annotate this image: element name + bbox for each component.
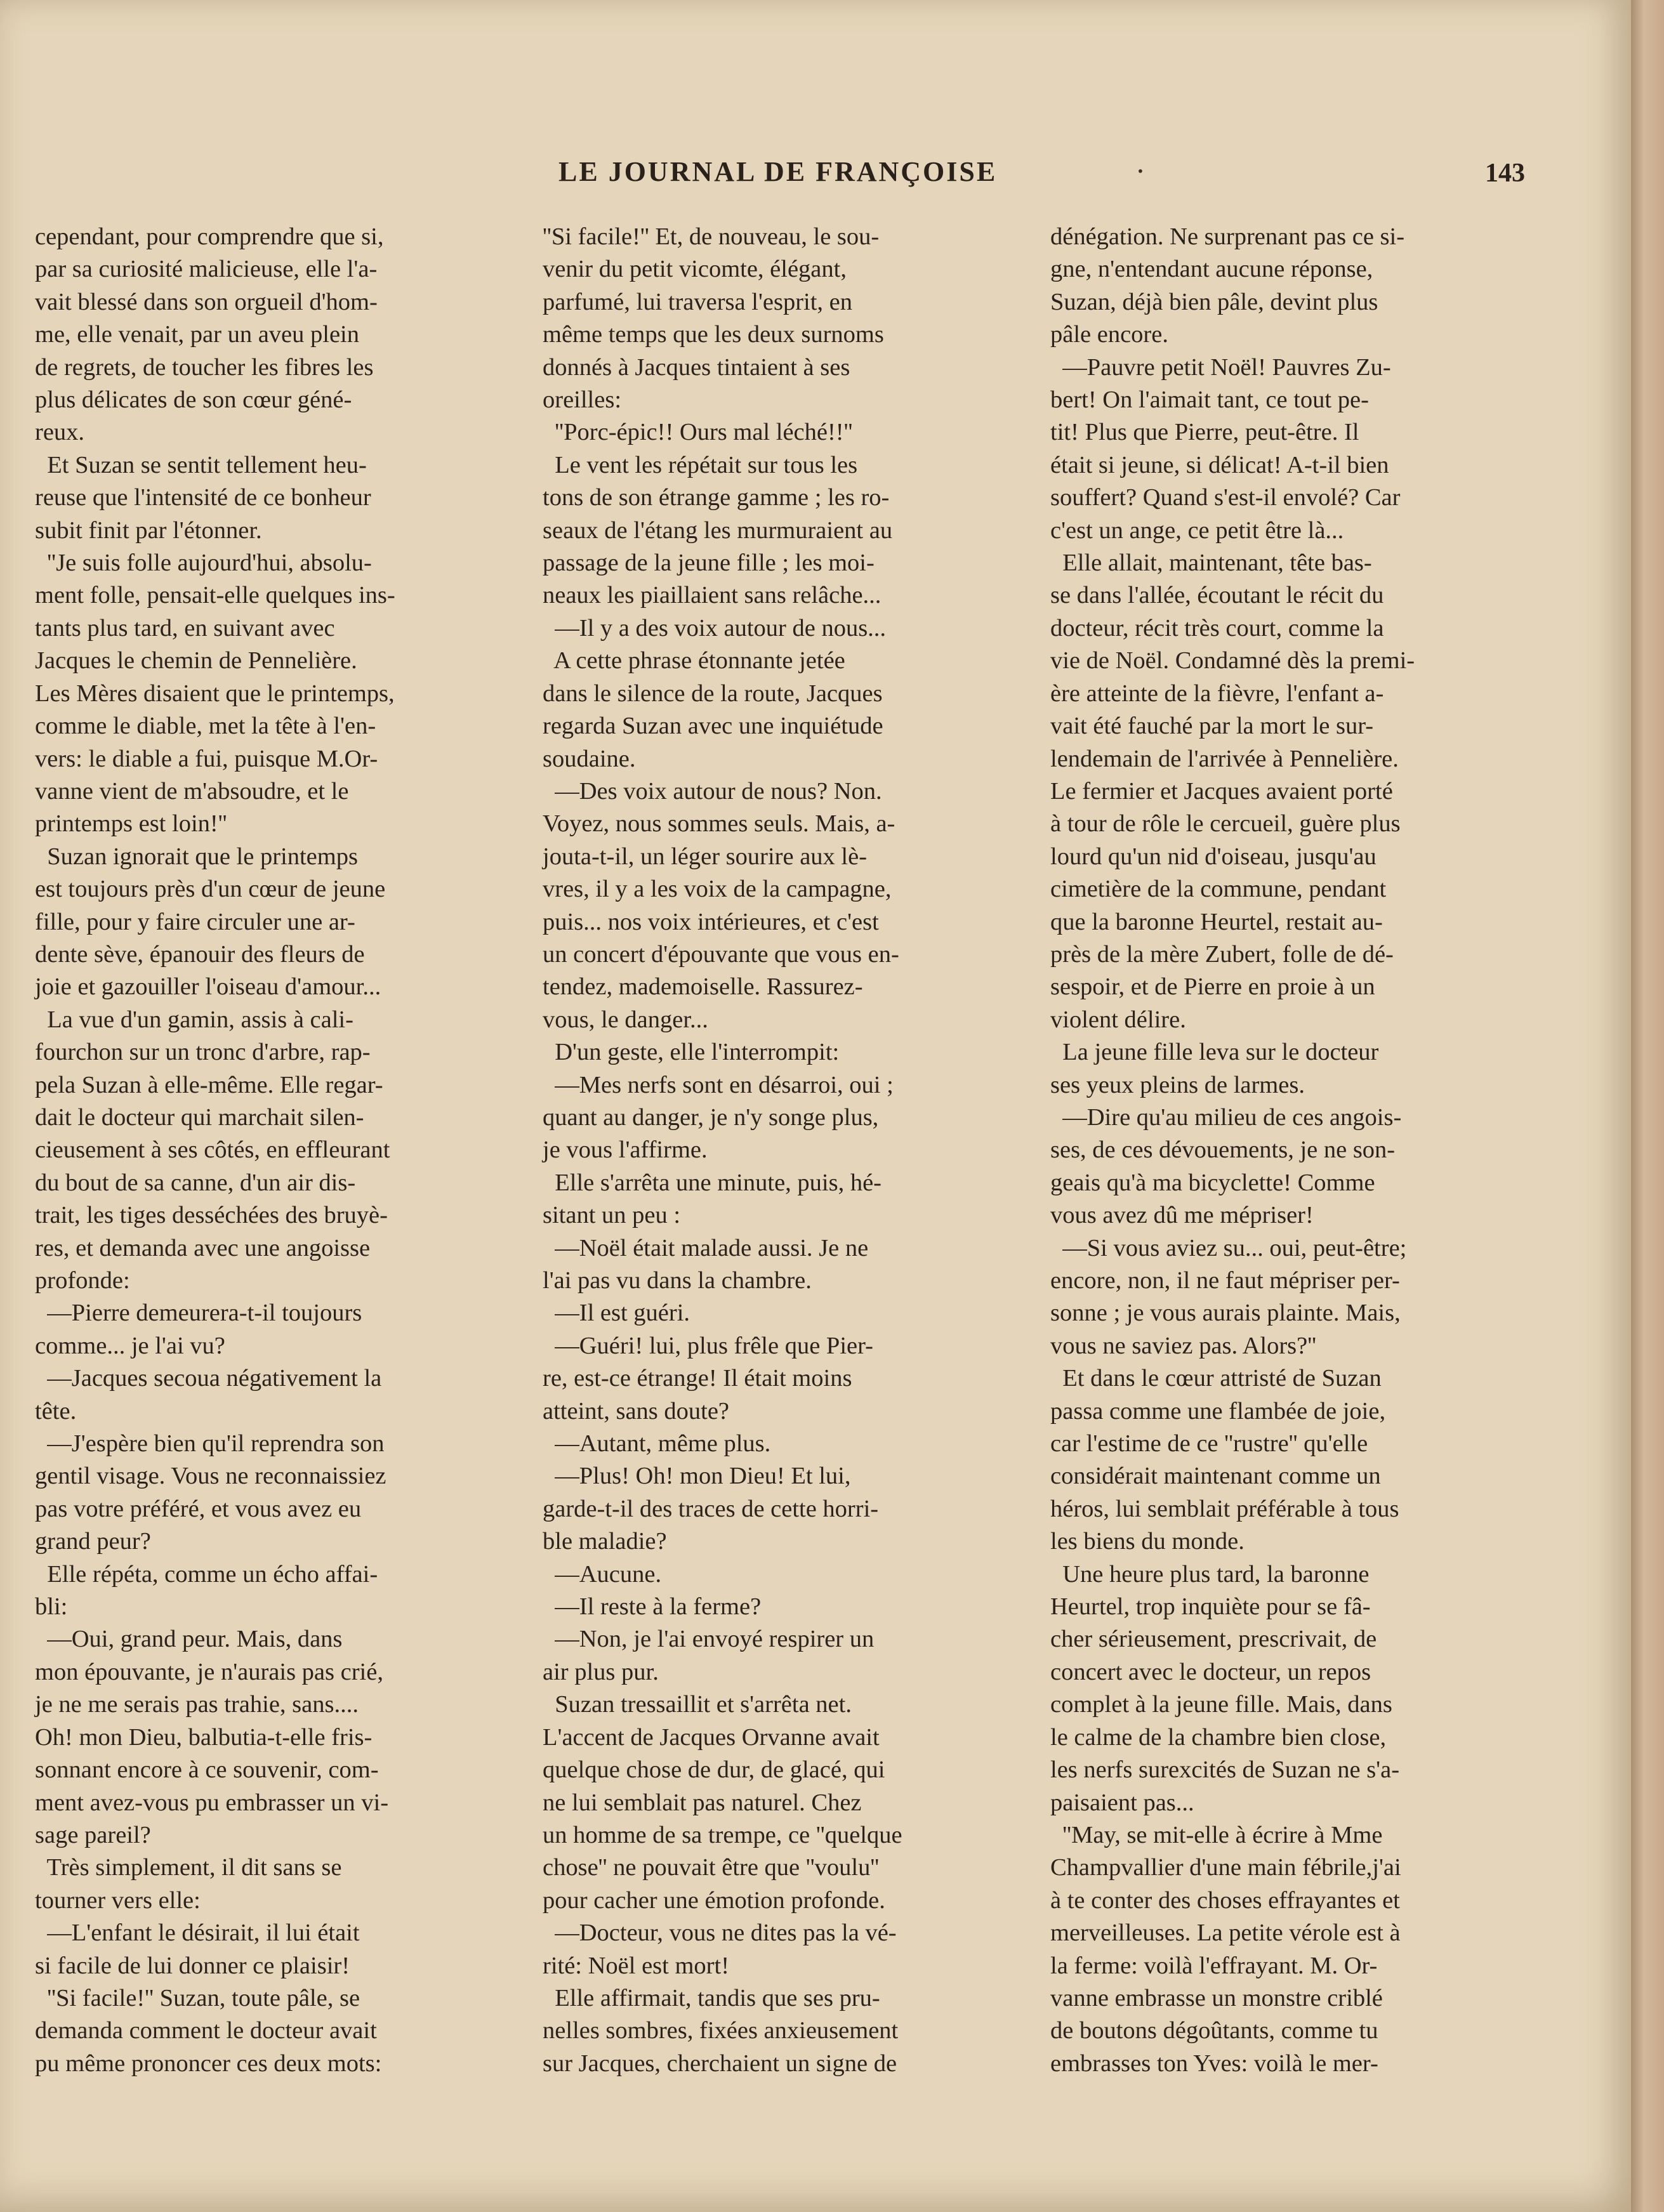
text-line: ment avez-vous pu embrasser un vi- [35,1789,389,1816]
text-line: —Jacques secoua négativement la [35,1365,382,1392]
text-line: —Docteur, vous ne dites pas la vé- [543,1919,897,1947]
text-line: sur Jacques, cherchaient un signe de [543,2050,897,2077]
text-line: pas votre préféré, et vous avez eu [35,1495,362,1522]
text-line: ses yeux pleins de larmes. [1050,1071,1305,1098]
text-line: Elle s'arrêta une minute, puis, hé- [543,1169,882,1196]
text-line: tons de son étrange gamme ; les ro- [543,484,890,511]
text-line: pela Suzan à elle-même. Elle regar- [35,1071,383,1098]
text-line: Et dans le cœur attristé de Suzan [1050,1365,1382,1392]
text-line: Les Mères disaient que le printemps, [35,680,395,707]
text-line: plus délicates de son cœur géné- [35,386,352,414]
text-line: Suzan, déjà bien pâle, devint plus [1050,288,1378,315]
text-line: seaux de l'étang les murmuraient au [543,517,893,544]
text-line: Jacques le chemin de Pennelière. [35,647,357,675]
text-line: Oh! mon Dieu, balbutia-t-elle fris- [35,1723,373,1751]
text-line: —Non, je l'ai envoyé respirer un [543,1626,875,1653]
text-line: —Il reste à la ferme? [543,1593,762,1621]
text-line: dans le silence de la route, Jacques [543,680,883,707]
text-line: si facile de lui donner ce plaisir! [35,1952,350,1979]
text-line: du bout de sa canne, d'un air dis- [35,1169,356,1196]
text-column-3 [1050,221,1552,2080]
text-line: Suzan ignorait que le printemps [35,843,358,870]
text-line: mon épouvante, je n'aurais pas crié, [35,1658,383,1685]
text-line: ''Je suis folle aujourd'hui, absolu- [35,550,372,577]
text-line: ''Si facile!'' Et, de nouveau, le sou- [543,223,880,250]
text-line: je ne me serais pas trahie, sans.... [35,1691,359,1718]
text-line: quant au danger, je n'y songe plus, [543,1103,879,1131]
text-line: fourchon sur un tronc d'arbre, rap- [35,1039,371,1066]
text-line: Heurtel, trop inquiète pour se fâ- [1050,1593,1371,1621]
text-line: subit finit par l'étonner. [35,517,262,544]
text-line: vanne vient de m'absoudre, et le [35,777,349,805]
text-line: concert avec le docteur, un repos [1050,1658,1371,1685]
text-line: —Guéri! lui, plus frêle que Pier- [543,1332,873,1359]
text-line: Et Suzan se sentit tellement heu- [35,451,367,478]
text-line: donnés à Jacques tintaient à ses [543,353,850,381]
text-line: —Aucune. [543,1560,662,1588]
text-line: complet à la jeune fille. Mais, dans [1050,1691,1392,1718]
text-line: La jeune fille leva sur le docteur [1050,1039,1379,1066]
text-line: —Noël était malade aussi. Je ne [543,1234,869,1261]
text-line: considérait maintenant comme un [1050,1463,1381,1490]
text-line: docteur, récit très court, comme la [1050,614,1384,642]
text-line: rité: Noël est mort! [543,1952,730,1979]
text-line: ''Si facile!'' Suzan, toute pâle, se [35,1984,360,2011]
text-line: fille, pour y faire circuler une ar- [35,908,355,935]
text-line: encore, non, il ne faut mépriser per- [1050,1267,1400,1294]
text-line: cher sérieusement, prescrivait, de [1050,1626,1377,1653]
text-line: à te conter des choses effrayantes et [1050,1886,1400,1914]
text-line: de regrets, de toucher les fibres les [35,353,374,381]
page-header [0,155,1631,200]
text-line: re, est-ce étrange! Il était moins [543,1365,852,1392]
text-line: oreilles: [543,386,622,414]
text-line: tit! Plus que Pierre, peut-être. Il [1050,419,1359,446]
text-line: soudaine. [543,745,636,772]
text-line: printemps est loin!'' [35,810,227,838]
text-line: joie et gazouiller l'oiseau d'amour... [35,973,381,1001]
text-line: Le fermier et Jacques avaient porté [1050,777,1393,805]
header-dot: · [1136,155,1145,188]
text-line: sonnant encore à ce souvenir, com- [35,1756,379,1784]
page-edge [1631,0,1664,2212]
text-line: —Il est guéri. [543,1300,690,1327]
text-line: se dans l'allée, écoutant le récit du [1050,582,1384,609]
text-line: Très simplement, il dit sans se [35,1854,342,1881]
text-line: trait, les tiges desséchées des bruyè- [35,1202,388,1229]
text-line: demanda comment le docteur avait [35,2017,377,2044]
text-line: D'un geste, elle l'interrompit: [543,1039,840,1066]
text-line: Elle affirmait, tandis que ses pru- [543,1984,880,2011]
text-line: comme le diable, met la tête à l'en- [35,713,376,740]
text-line: que la baronne Heurtel, restait au- [1050,908,1383,935]
text-line: garde-t-il des traces de cette horri- [543,1495,879,1522]
text-line: —J'espère bien qu'il reprendra son [35,1430,385,1458]
text-line: je vous l'affirme. [543,1136,708,1164]
text-line: de boutons dégoûtants, comme tu [1050,2017,1378,2044]
text-line: atteint, sans doute? [543,1397,730,1425]
text-line: violent délire. [1050,1006,1186,1033]
text-line: un concert d'épouvante que vous en- [543,940,899,968]
text-line: souffert? Quand s'est-il envolé? Car [1050,484,1401,511]
text-line: Voyez, nous sommes seuls. Mais, a- [543,810,895,838]
text-line: ses, de ces dévouements, je ne son- [1050,1136,1396,1164]
text-line: lendemain de l'arrivée à Pennelière. [1050,745,1399,772]
text-line: vres, il y a les voix de la campagne, [543,876,892,903]
text-line: neaux les piaillaient sans relâche... [543,582,882,609]
text-line: sespoir, et de Pierre en proie à un [1050,973,1375,1001]
text-line: Suzan tressaillit et s'arrêta net. [543,1691,852,1718]
text-line: Elle répéta, comme un écho affai- [35,1560,378,1588]
text-line: cependant, pour comprendre que si, [35,223,384,250]
text-line: sitant un peu : [543,1202,681,1229]
text-line: dente sève, épanouir des fleurs de [35,940,365,968]
text-line: nelles sombres, fixées anxieusement [543,2017,899,2044]
text-line: est toujours près d'un cœur de jeune [35,876,386,903]
text-line: héros, lui semblait préférable à tous [1050,1495,1399,1522]
text-line: vait blessé dans son orgueil d'hom- [35,288,378,315]
text-line: La vue d'un gamin, assis à cali- [35,1006,353,1033]
text-line: merveilleuses. La petite vérole est à [1050,1919,1401,1947]
text-line: lourd qu'un nid d'oiseau, jusqu'au [1050,843,1377,870]
text-line: tendez, mademoiselle. Rassurez- [543,973,863,1001]
text-line: dait le docteur qui marchait silen- [35,1103,364,1131]
text-line: ble maladie? [543,1528,667,1555]
text-line: vous, le danger... [543,1006,708,1033]
text-line: —Si vous aviez su... oui, peut-être; [1050,1234,1407,1261]
text-line: était si jeune, si délicat! A-t-il bien [1050,451,1389,478]
text-line: sage pareil? [35,1821,151,1848]
text-line: vous ne saviez pas. Alors?'' [1050,1332,1317,1359]
text-line: air plus pur. [543,1658,659,1685]
text-line: Le vent les répétait sur tous les [543,451,858,478]
text-line: les biens du monde. [1050,1528,1245,1555]
text-line: regarda Suzan avec une inquiétude [543,713,883,740]
text-line: —Dire qu'au milieu de ces angois- [1050,1103,1402,1131]
text-line: vie de Noël. Condamné dès la premi- [1050,647,1415,675]
text-line: sonne ; je vous aurais plainte. Mais, [1050,1300,1401,1327]
text-line: A cette phrase étonnante jetée [543,647,845,675]
text-line: passage de la jeune fille ; les moi- [543,550,875,577]
text-line: —Plus! Oh! mon Dieu! Et lui, [543,1463,851,1490]
text-line: l'ai pas vu dans la chambre. [543,1267,812,1294]
text-line: —Des voix autour de nous? Non. [543,777,882,805]
text-line: Elle allait, maintenant, tête bas- [1050,550,1372,577]
text-line: car l'estime de ce ''rustre'' qu'elle [1050,1430,1368,1458]
text-line: reux. [35,419,85,446]
text-line: même temps que les deux surnoms [543,321,884,348]
text-line: cimetière de la commune, pendant [1050,876,1387,903]
text-line: dénégation. Ne surprenant pas ce si- [1050,223,1405,250]
text-line: pu même prononcer ces deux mots: [35,2050,382,2077]
text-line: vous avez dû me mépriser! [1050,1202,1314,1229]
text-line: profonde: [35,1267,130,1294]
text-line: un homme de sa trempe, ce ''quelque [543,1821,902,1848]
text-line: ère atteinte de la fièvre, l'enfant a- [1050,680,1384,707]
text-line: gne, n'entendant aucune réponse, [1050,256,1373,283]
page-number: 143 [1485,159,1525,188]
text-line: gentil visage. Vous ne reconnaissiez [35,1463,386,1490]
text-line: à tour de rôle le cercueil, guère plus [1050,810,1401,838]
text-line: embrasses ton Yves: voilà le mer- [1050,2050,1378,2077]
text-line: —Autant, même plus. [543,1430,771,1458]
text-line: —Il y a des voix autour de nous... [543,614,887,642]
text-line: —Oui, grand peur. Mais, dans [35,1626,343,1653]
text-line: comme... je l'ai vu? [35,1332,225,1359]
text-line: par sa curiosité malicieuse, elle l'a- [35,256,378,283]
text-line: me, elle venait, par un aveu plein [35,321,359,348]
text-line: tants plus tard, en suivant avec [35,614,335,642]
text-line: jouta-t-il, un léger sourire aux lè- [543,843,868,870]
text-line: tête. [35,1397,77,1425]
text-line: pour cacher une émotion profonde. [543,1886,885,1914]
text-line: tourner vers elle: [35,1886,201,1914]
text-line: grand peur? [35,1528,151,1555]
text-line: pâle encore. [1050,321,1168,348]
text-column-1 [35,221,536,2080]
text-line: cieusement à ses côtés, en effleurant [35,1136,390,1164]
text-line: L'accent de Jacques Orvanne avait [543,1723,880,1751]
text-line: bert! On l'aimait tant, ce tout pe- [1050,386,1369,414]
text-line: puis... nos voix intérieures, et c'est [543,908,879,935]
text-line: ''Porc-épic!! Ours mal léché!!'' [543,419,853,446]
text-line: le calme de la chambre bien close, [1050,1723,1387,1751]
text-line: venir du petit vicomte, élégant, [543,256,847,283]
running-head: LE JOURNAL DE FRANÇOISE [558,156,998,187]
text-line: paisaient pas... [1050,1789,1194,1816]
text-line: près de la mère Zubert, folle de dé- [1050,940,1394,968]
text-line: ne lui semblait pas naturel. Chez [543,1789,862,1816]
text-line: parfumé, lui traversa l'esprit, en [543,288,852,315]
text-line: chose'' ne pouvait être que ''voulu'' [543,1854,880,1881]
text-line: ment folle, pensait-elle quelques ins- [35,582,395,609]
text-line: Une heure plus tard, la baronne [1050,1560,1370,1588]
text-line: passa comme une flambée de joie, [1050,1397,1386,1425]
text-line: —Mes nerfs sont en désarroi, oui ; [543,1071,894,1098]
text-line: —Pierre demeurera-t-il toujours [35,1300,362,1327]
text-line: vait été fauché par la mort le sur- [1050,713,1374,740]
text-line: vers: le diable a fui, puisque M.Or- [35,745,378,772]
text-line: c'est un ange, ce petit être là... [1050,517,1344,544]
text-column-2 [543,221,1044,2080]
text-line: —Pauvre petit Noël! Pauvres Zu- [1050,353,1391,381]
text-line: res, et demanda avec une angoisse [35,1234,371,1261]
text-line: bli: [35,1593,68,1621]
text-line: ''May, se mit-elle à écrire à Mme [1050,1821,1383,1848]
text-line: Champvallier d'une main fébrile,j'ai [1050,1854,1401,1881]
text-line: vanne embrasse un monstre criblé [1050,1984,1383,2011]
text-line: quelque chose de dur, de glacé, qui [543,1756,885,1784]
text-line: la ferme: voilà l'effrayant. M. Or- [1050,1952,1378,1979]
text-line: les nerfs surexcités de Suzan ne s'a- [1050,1756,1400,1784]
text-line: reuse que l'intensité de ce bonheur [35,484,371,511]
text-line: geais qu'à ma bicyclette! Comme [1050,1169,1375,1196]
text-line: —L'enfant le désirait, il lui était [35,1919,360,1947]
